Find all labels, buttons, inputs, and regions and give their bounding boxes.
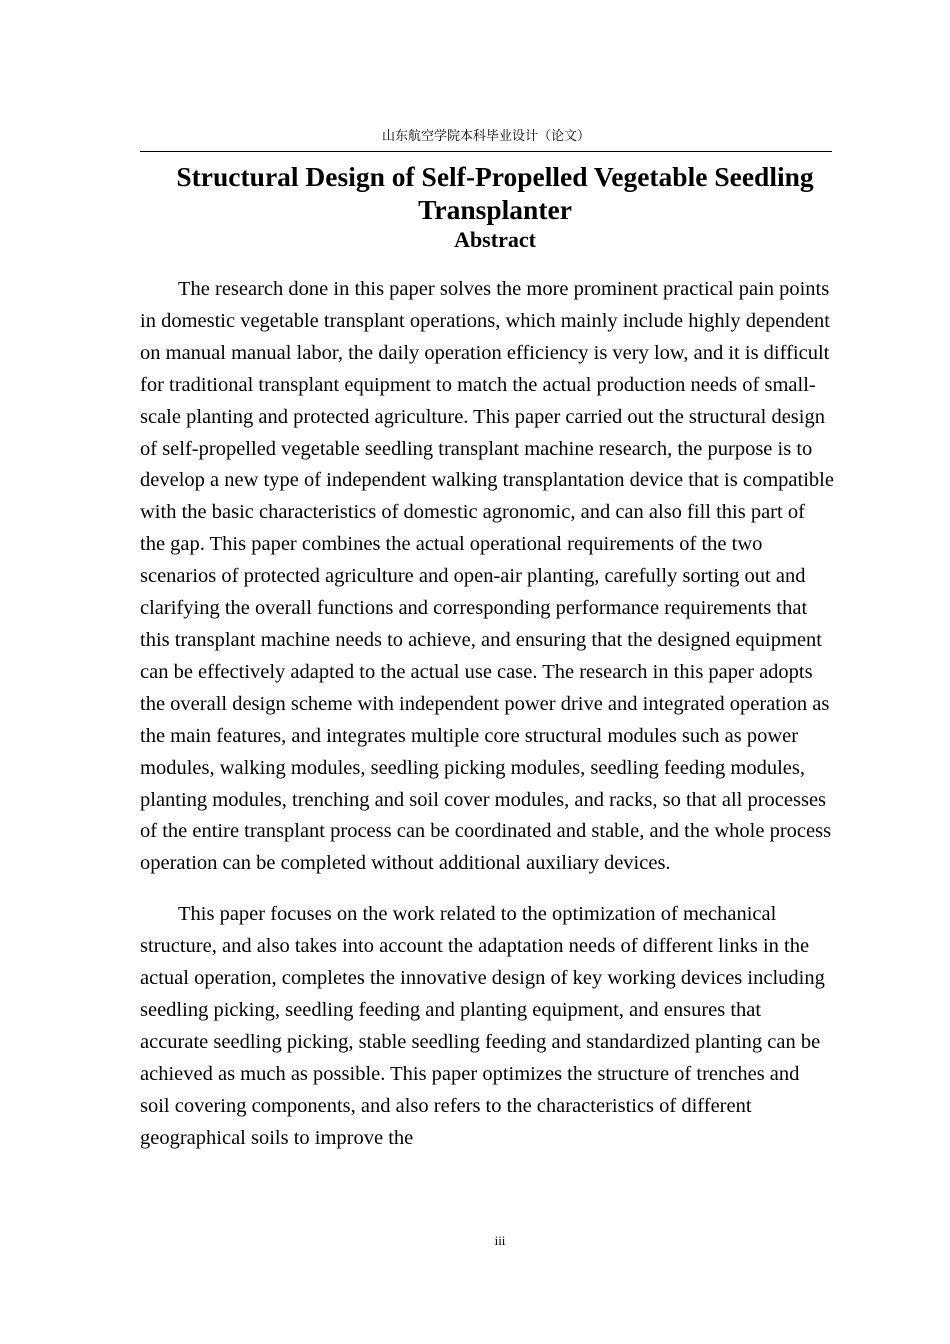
abstract-paragraph-1: The research done in this paper solves the more prominent practical pain points in domestic vegetable transplant operations, which mainly include highly dependent on manual manual labor, the daily operation efficiency is very low, and it is difficult for traditional transplant equipment to match the actual production needs of small-scale planting and protected agriculture. This paper carried out the structural design of self-propelled vegetable seedling transplant machine research, the purpose is to develop a new type of independent walking transplantation device that is compatible with the basic characteristics of domestic agronomic, and can also fill this part of the gap. This paper combines the actual operational requirements of the two scenarios of protected agriculture and open-air planting, carefully sorting out and clarifying the overall functions and corresponding performance requirements that this transplant machine needs to achieve, and ensuring that the designed equipment can be effectively adapted to the actual use case. The research in this paper adopts the overall design scheme with independent power drive and integrated operation as the main features, and integrates multiple core structural modules such as power modules, walking modules, seedling picking modules, seedling feeding modules, planting modules, trenching and soil cover modules, and racks, so that all processes of the entire transplant process can be coordinated and stable, and the whole process operation can be completed without additional auxiliary devices.: [140, 278, 834, 875]
page-number: iii: [494, 1233, 506, 1248]
header-rule: [140, 151, 832, 152]
abstract-paragraph-2: This paper focuses on the work related to the optimization of mechanical structure, and also takes into account the adaptation needs of different links in the actual operation, completes the innovative design of key working devices including seedling picking, seedling feeding and planting equipment, and ensures that accurate seedling picking, stable seedling feeding and standardized planting can be achieved as much as possible. This paper optimizes the structure of trenches and soil covering components, and also refers to the characteristics of different geographical soils to improve the: [140, 903, 825, 1149]
running-header: 山东航空学院本科毕业设计（论文）: [381, 129, 590, 144]
abstract-body: [140, 274, 834, 1173]
paper-title: Structural Design of Self-Propelled Vegetable Seedling Transplanter: [176, 161, 814, 225]
abstract-heading: Abstract: [454, 227, 536, 252]
